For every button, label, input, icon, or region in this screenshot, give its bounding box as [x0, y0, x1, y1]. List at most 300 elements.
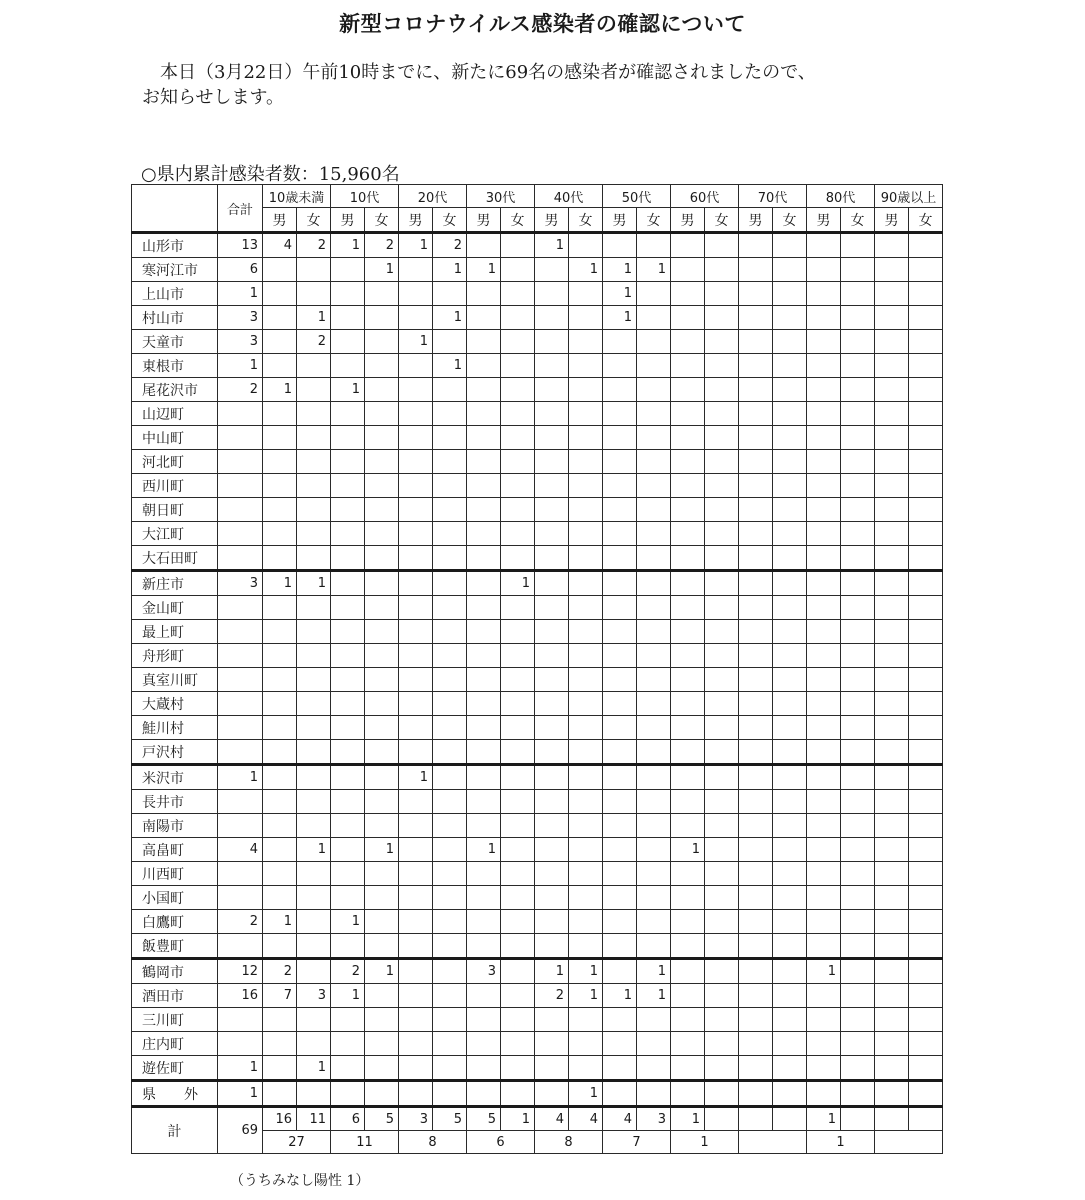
- count-cell: [773, 450, 807, 474]
- row-total: [218, 740, 263, 765]
- count-cell: [739, 984, 773, 1008]
- count-cell: 1: [331, 984, 365, 1008]
- count-cell: [739, 862, 773, 886]
- count-cell: [399, 886, 433, 910]
- count-cell: [875, 522, 909, 546]
- count-cell: [569, 910, 603, 934]
- row-total: 13: [218, 233, 263, 258]
- row-total: 3: [218, 306, 263, 330]
- count-cell: [331, 450, 365, 474]
- count-cell: [297, 402, 331, 426]
- count-cell: [331, 474, 365, 498]
- table-row: [132, 498, 943, 522]
- count-cell: [841, 765, 875, 790]
- count-cell: 1: [297, 571, 331, 596]
- header-female: 女: [501, 208, 535, 233]
- table-row: [132, 910, 943, 934]
- count-cell: [875, 233, 909, 258]
- count-cell: 1: [399, 233, 433, 258]
- count-cell: [841, 862, 875, 886]
- count-cell: [263, 522, 297, 546]
- count-cell: [671, 282, 705, 306]
- count-cell: [535, 910, 569, 934]
- count-cell: [399, 1032, 433, 1056]
- row-total: [218, 620, 263, 644]
- count-cell: 1: [263, 910, 297, 934]
- total-sex-cell: [875, 1107, 909, 1131]
- count-cell: [875, 1008, 909, 1032]
- count-cell: [535, 354, 569, 378]
- count-cell: [501, 934, 535, 959]
- count-cell: [773, 644, 807, 668]
- count-cell: [773, 546, 807, 571]
- count-cell: [263, 258, 297, 282]
- header-age-group: 90歳以上: [875, 185, 943, 208]
- row-total: 2: [218, 378, 263, 402]
- count-cell: [739, 330, 773, 354]
- count-cell: [569, 522, 603, 546]
- count-cell: [501, 354, 535, 378]
- table-row: [132, 692, 943, 716]
- header-female: 女: [637, 208, 671, 233]
- table-row: [132, 596, 943, 620]
- total-sex-cell: 1: [807, 1107, 841, 1131]
- row-total: [218, 790, 263, 814]
- count-cell: [501, 546, 535, 571]
- table-row: [132, 1008, 943, 1032]
- count-cell: [263, 838, 297, 862]
- count-cell: [671, 668, 705, 692]
- count-cell: [909, 886, 943, 910]
- count-cell: [569, 716, 603, 740]
- total-age-cell: 27: [263, 1131, 331, 1154]
- count-cell: [671, 1081, 705, 1107]
- count-cell: [603, 378, 637, 402]
- count-cell: [705, 934, 739, 959]
- count-cell: [705, 838, 739, 862]
- count-cell: 1: [603, 984, 637, 1008]
- header-age-group: 60代: [671, 185, 739, 208]
- count-cell: [467, 644, 501, 668]
- count-cell: [705, 716, 739, 740]
- count-cell: [603, 1056, 637, 1081]
- count-cell: [535, 765, 569, 790]
- count-cell: [365, 1056, 399, 1081]
- municipality-name: 山形市: [132, 233, 218, 258]
- count-cell: 1: [569, 258, 603, 282]
- count-cell: [569, 426, 603, 450]
- count-cell: [909, 910, 943, 934]
- count-cell: [263, 474, 297, 498]
- count-cell: [637, 740, 671, 765]
- count-cell: [705, 354, 739, 378]
- count-cell: 1: [331, 378, 365, 402]
- count-cell: [807, 838, 841, 862]
- count-cell: [467, 571, 501, 596]
- count-cell: [501, 282, 535, 306]
- count-cell: [535, 620, 569, 644]
- count-cell: [705, 668, 739, 692]
- count-cell: [297, 910, 331, 934]
- count-cell: [467, 450, 501, 474]
- count-cell: [399, 354, 433, 378]
- count-cell: [263, 644, 297, 668]
- count-cell: [535, 1032, 569, 1056]
- count-cell: [807, 233, 841, 258]
- count-cell: [569, 450, 603, 474]
- count-cell: [773, 378, 807, 402]
- count-cell: [399, 716, 433, 740]
- count-cell: [637, 233, 671, 258]
- row-total: 4: [218, 838, 263, 862]
- count-cell: [399, 474, 433, 498]
- count-cell: [365, 620, 399, 644]
- table-row: [132, 886, 943, 910]
- count-cell: [739, 282, 773, 306]
- count-cell: [365, 1081, 399, 1107]
- count-cell: [637, 282, 671, 306]
- count-cell: [671, 910, 705, 934]
- count-cell: [535, 522, 569, 546]
- count-cell: [331, 692, 365, 716]
- count-cell: [705, 378, 739, 402]
- municipality-name: 南陽市: [132, 814, 218, 838]
- row-total: 3: [218, 330, 263, 354]
- count-cell: [467, 306, 501, 330]
- count-cell: [467, 522, 501, 546]
- count-cell: [501, 498, 535, 522]
- count-cell: [705, 426, 739, 450]
- count-cell: 1: [569, 984, 603, 1008]
- municipality-name: 川西町: [132, 862, 218, 886]
- count-cell: [433, 692, 467, 716]
- count-cell: [297, 934, 331, 959]
- count-cell: [603, 716, 637, 740]
- count-cell: [603, 402, 637, 426]
- municipality-name: 最上町: [132, 620, 218, 644]
- total-sex-cell: 11: [297, 1107, 331, 1131]
- count-cell: [365, 765, 399, 790]
- count-cell: [297, 765, 331, 790]
- count-cell: [399, 1008, 433, 1032]
- count-cell: [671, 596, 705, 620]
- municipality-name: 酒田市: [132, 984, 218, 1008]
- count-cell: [501, 668, 535, 692]
- count-cell: [705, 402, 739, 426]
- count-cell: [875, 258, 909, 282]
- header-male: 男: [399, 208, 433, 233]
- count-cell: [909, 1032, 943, 1056]
- count-cell: [535, 740, 569, 765]
- count-cell: [671, 1032, 705, 1056]
- count-cell: [467, 1056, 501, 1081]
- count-cell: [263, 330, 297, 354]
- count-cell: [297, 862, 331, 886]
- count-cell: 1: [365, 838, 399, 862]
- count-cell: [909, 378, 943, 402]
- count-cell: [569, 934, 603, 959]
- count-cell: [603, 644, 637, 668]
- count-cell: [841, 838, 875, 862]
- count-cell: [569, 740, 603, 765]
- header-male: 男: [467, 208, 501, 233]
- count-cell: [671, 474, 705, 498]
- total-sex-cell: 4: [535, 1107, 569, 1131]
- count-cell: [841, 402, 875, 426]
- count-cell: [603, 740, 637, 765]
- count-cell: [603, 571, 637, 596]
- count-cell: [637, 790, 671, 814]
- count-cell: [909, 716, 943, 740]
- count-cell: [467, 814, 501, 838]
- count-cell: [705, 765, 739, 790]
- header-age-group: 80代: [807, 185, 875, 208]
- table-row: [132, 862, 943, 886]
- count-cell: [433, 1008, 467, 1032]
- count-cell: [841, 644, 875, 668]
- count-cell: [807, 620, 841, 644]
- count-cell: [535, 790, 569, 814]
- count-cell: [637, 644, 671, 668]
- count-cell: [807, 354, 841, 378]
- count-cell: [535, 426, 569, 450]
- count-cell: [909, 426, 943, 450]
- count-cell: 1: [603, 258, 637, 282]
- count-cell: [365, 814, 399, 838]
- table-row: [132, 620, 943, 644]
- count-cell: 2: [297, 233, 331, 258]
- count-cell: [297, 692, 331, 716]
- count-cell: [263, 498, 297, 522]
- count-cell: [467, 233, 501, 258]
- count-cell: [603, 1032, 637, 1056]
- count-cell: [501, 378, 535, 402]
- table-row: [132, 330, 943, 354]
- count-cell: [875, 740, 909, 765]
- count-cell: [263, 1081, 297, 1107]
- header-female: 女: [705, 208, 739, 233]
- count-cell: [739, 522, 773, 546]
- count-cell: [433, 498, 467, 522]
- row-total: [218, 402, 263, 426]
- municipality-name: 西川町: [132, 474, 218, 498]
- table-row: [132, 644, 943, 668]
- count-cell: [399, 790, 433, 814]
- row-total: [218, 426, 263, 450]
- count-cell: [773, 402, 807, 426]
- count-cell: 1: [569, 1081, 603, 1107]
- count-cell: [807, 934, 841, 959]
- count-cell: [603, 910, 637, 934]
- count-cell: [671, 716, 705, 740]
- count-cell: [297, 1032, 331, 1056]
- count-cell: 1: [637, 984, 671, 1008]
- count-cell: [705, 450, 739, 474]
- row-total: [218, 474, 263, 498]
- count-cell: [671, 692, 705, 716]
- table-row: [132, 1081, 943, 1107]
- count-cell: [535, 282, 569, 306]
- count-cell: [365, 1008, 399, 1032]
- count-cell: [875, 716, 909, 740]
- count-cell: [365, 692, 399, 716]
- row-total: [218, 450, 263, 474]
- count-cell: [739, 692, 773, 716]
- count-cell: [501, 765, 535, 790]
- count-cell: [331, 765, 365, 790]
- count-cell: [433, 450, 467, 474]
- count-cell: [807, 910, 841, 934]
- count-cell: [535, 814, 569, 838]
- count-cell: [705, 910, 739, 934]
- total-sex-cell: 16: [263, 1107, 297, 1131]
- count-cell: [875, 330, 909, 354]
- total-sex-cell: 4: [569, 1107, 603, 1131]
- count-cell: [603, 522, 637, 546]
- count-cell: 1: [297, 1056, 331, 1081]
- count-cell: [773, 233, 807, 258]
- count-cell: [399, 668, 433, 692]
- total-age-cell: [875, 1131, 943, 1154]
- count-cell: [875, 959, 909, 984]
- count-cell: 1: [365, 959, 399, 984]
- count-cell: [399, 402, 433, 426]
- count-cell: [807, 644, 841, 668]
- grand-total: 69: [218, 1107, 263, 1154]
- count-cell: [297, 740, 331, 765]
- count-cell: [501, 862, 535, 886]
- count-cell: [671, 959, 705, 984]
- count-cell: [399, 450, 433, 474]
- count-cell: 1: [365, 258, 399, 282]
- count-cell: [637, 910, 671, 934]
- count-cell: [297, 644, 331, 668]
- count-cell: [841, 1008, 875, 1032]
- table-row: [132, 306, 943, 330]
- count-cell: [569, 498, 603, 522]
- count-cell: [467, 716, 501, 740]
- count-cell: [467, 426, 501, 450]
- municipality-name: 山辺町: [132, 402, 218, 426]
- count-cell: [909, 596, 943, 620]
- municipality-name: 小国町: [132, 886, 218, 910]
- count-cell: [773, 522, 807, 546]
- count-cell: [807, 306, 841, 330]
- total-age-cell: [739, 1131, 807, 1154]
- count-cell: [569, 378, 603, 402]
- count-cell: [875, 692, 909, 716]
- total-label: 計: [132, 1107, 218, 1154]
- count-cell: [739, 378, 773, 402]
- count-cell: [773, 282, 807, 306]
- count-cell: [739, 765, 773, 790]
- header-male: 男: [875, 208, 909, 233]
- table-row: [132, 790, 943, 814]
- municipality-name: 鮭川村: [132, 716, 218, 740]
- count-cell: [603, 426, 637, 450]
- count-cell: 1: [569, 959, 603, 984]
- header-blank: [132, 185, 218, 233]
- count-cell: [535, 402, 569, 426]
- count-cell: [841, 474, 875, 498]
- count-cell: [875, 354, 909, 378]
- count-cell: [739, 1008, 773, 1032]
- count-cell: [875, 1056, 909, 1081]
- count-cell: [263, 282, 297, 306]
- count-cell: [671, 644, 705, 668]
- count-cell: 2: [297, 330, 331, 354]
- count-cell: [671, 790, 705, 814]
- count-cell: [263, 716, 297, 740]
- header-female: 女: [841, 208, 875, 233]
- count-cell: [909, 934, 943, 959]
- total-sex-cell: [909, 1107, 943, 1131]
- count-cell: [909, 571, 943, 596]
- count-cell: [841, 596, 875, 620]
- count-cell: 1: [297, 306, 331, 330]
- count-cell: [569, 282, 603, 306]
- header-male: 男: [671, 208, 705, 233]
- count-cell: [399, 959, 433, 984]
- count-cell: [739, 620, 773, 644]
- municipality-name: 三川町: [132, 1008, 218, 1032]
- count-cell: [773, 1056, 807, 1081]
- count-cell: [603, 692, 637, 716]
- municipality-name: 村山市: [132, 306, 218, 330]
- count-cell: [331, 1008, 365, 1032]
- count-cell: [501, 644, 535, 668]
- count-cell: 1: [807, 959, 841, 984]
- count-cell: [875, 790, 909, 814]
- count-cell: [467, 765, 501, 790]
- count-cell: [807, 668, 841, 692]
- count-cell: [467, 1032, 501, 1056]
- count-cell: [739, 498, 773, 522]
- total-sex-cell: 5: [433, 1107, 467, 1131]
- count-cell: [671, 620, 705, 644]
- count-cell: [297, 282, 331, 306]
- total-sex-cell: 5: [365, 1107, 399, 1131]
- municipality-name: 新庄市: [132, 571, 218, 596]
- count-cell: [807, 450, 841, 474]
- count-cell: [875, 546, 909, 571]
- count-cell: 2: [365, 233, 399, 258]
- count-cell: [467, 862, 501, 886]
- count-cell: [331, 1032, 365, 1056]
- count-cell: [297, 1081, 331, 1107]
- count-cell: [263, 1032, 297, 1056]
- count-cell: [331, 1081, 365, 1107]
- count-cell: [467, 402, 501, 426]
- municipality-name: 遊佐町: [132, 1056, 218, 1081]
- count-cell: [637, 716, 671, 740]
- count-cell: [365, 282, 399, 306]
- table-row: [132, 1032, 943, 1056]
- row-total: [218, 668, 263, 692]
- count-cell: [671, 740, 705, 765]
- municipality-name: 米沢市: [132, 765, 218, 790]
- count-cell: [875, 282, 909, 306]
- header-male: 男: [807, 208, 841, 233]
- count-cell: [773, 668, 807, 692]
- count-cell: [841, 620, 875, 644]
- count-cell: [807, 1056, 841, 1081]
- count-cell: [433, 814, 467, 838]
- count-cell: [297, 378, 331, 402]
- count-cell: [535, 450, 569, 474]
- count-cell: [705, 258, 739, 282]
- count-cell: [535, 1081, 569, 1107]
